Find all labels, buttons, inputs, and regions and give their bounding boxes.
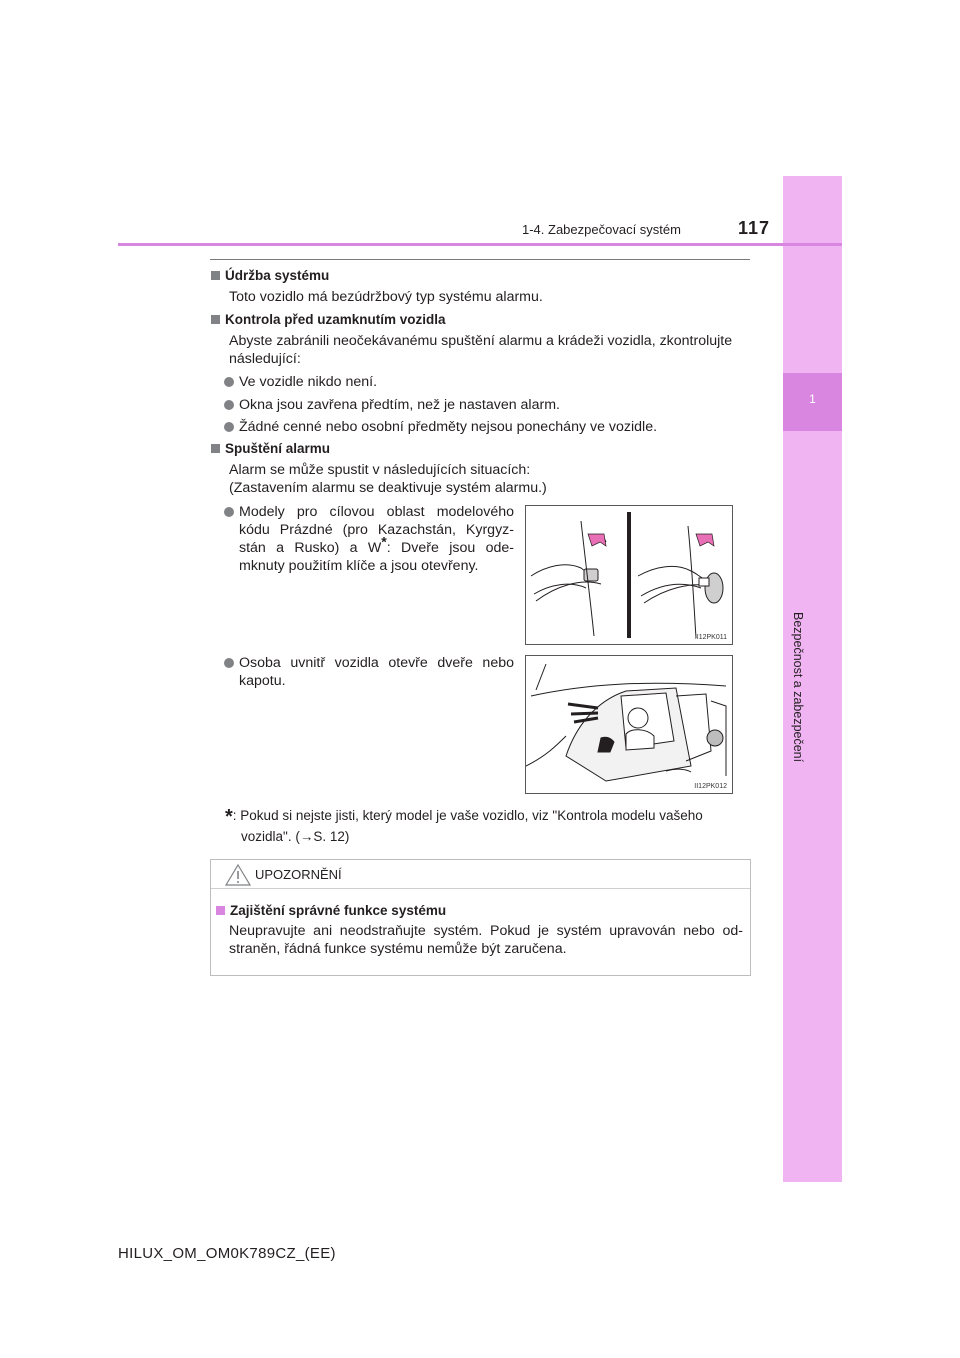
- door-handle-key-illustration: [526, 506, 732, 644]
- car-door-person-illustration: [526, 656, 732, 793]
- check-text-line2: následující:: [229, 351, 301, 367]
- footnote: *: Pokud si nejste jisti, který model je vaše vozidlo, viz "Kontrola modelu vašeho vozidla". (→S. 12): [225, 806, 703, 844]
- square-bullet-icon: [216, 906, 225, 915]
- document-code: HILUX_OM_OM0K789CZ_(EE): [118, 1245, 336, 1262]
- warning-header-rule: [211, 888, 750, 889]
- list-item: Okna jsou zavřena předtím, než je nastaven alarm.: [224, 396, 744, 414]
- list-item-person-inside: Osoba uvnitř vozidla otevře dveře nebo kapotu.: [224, 654, 514, 690]
- section-heading-maintenance: Údržba systému: [211, 268, 329, 283]
- square-bullet-icon: [211, 444, 220, 453]
- alarm-text-line1: Alarm se může spustit v následujících situacích:: [229, 462, 531, 478]
- round-bullet-icon: [224, 400, 234, 410]
- chapter-number: 1: [809, 392, 816, 406]
- rotate-arrow-icon: [588, 534, 606, 546]
- content-top-rule: [210, 259, 750, 260]
- figure-code: II12PK011: [694, 634, 727, 641]
- warning-heading: Zajištění správné funkce systému: [216, 903, 446, 918]
- footnote-asterisk: *: [225, 806, 233, 828]
- chapter-label: Bezpečnost a zabezpečení: [791, 612, 805, 763]
- round-bullet-icon: [224, 377, 234, 387]
- section-title: 1-4. Zabezpečovací systém: [522, 222, 681, 237]
- rotate-arrow-icon: [696, 534, 714, 546]
- warning-title: UPOZORNĚNÍ: [255, 867, 342, 882]
- figure-code: II12PK012: [694, 783, 727, 790]
- maintenance-text: Toto vozidlo má bezúdržbový typ systému alarmu.: [229, 289, 543, 305]
- warning-text: Neupravujte ani neodstraňujte systém. Pokud je systém upravován nebo od- straněn, řádná funkce systému nemůže být zaručena.: [229, 923, 743, 957]
- arrow-right-icon: →: [299, 829, 314, 844]
- round-bullet-icon: [224, 658, 234, 668]
- square-bullet-icon: [211, 315, 220, 324]
- figure-person-inside: [525, 655, 733, 794]
- square-bullet-icon: [211, 271, 220, 280]
- section-heading-alarm-trigger: Spuštění alarmu: [211, 441, 330, 456]
- section-heading-check-before-lock: Kontrola před uzamknutím vozidla: [211, 312, 446, 327]
- pillar-divider: [627, 512, 631, 638]
- header-rule: [118, 243, 842, 246]
- round-bullet-icon: [224, 422, 234, 432]
- list-item: Ve vozidle nikdo není.: [224, 373, 744, 391]
- list-item: Žádné cenné nebo osobní předměty nejsou ponechány ve vozidle.: [224, 418, 744, 436]
- warning-triangle-icon: [225, 864, 251, 886]
- figure-key-unlock: [525, 505, 733, 645]
- check-text-line1: Abyste zabránili neočekávanému spuštění alarmu a krádeži vozidla, zkontrolujte: [229, 333, 733, 349]
- page-number: 117: [738, 218, 771, 238]
- alarm-text-line2: (Zastavením alarmu se deaktivuje systém alarmu.): [229, 480, 547, 496]
- round-bullet-icon: [224, 507, 234, 517]
- list-item-key-unlock: Modely pro cílovou oblast modelového kódu Prázdné (pro Kazachstán, Kyrgyz- stán a Rusko) a W*: Dveře jsou ode- mknuty použitím klíče a jsou otevřeny.: [224, 503, 514, 575]
